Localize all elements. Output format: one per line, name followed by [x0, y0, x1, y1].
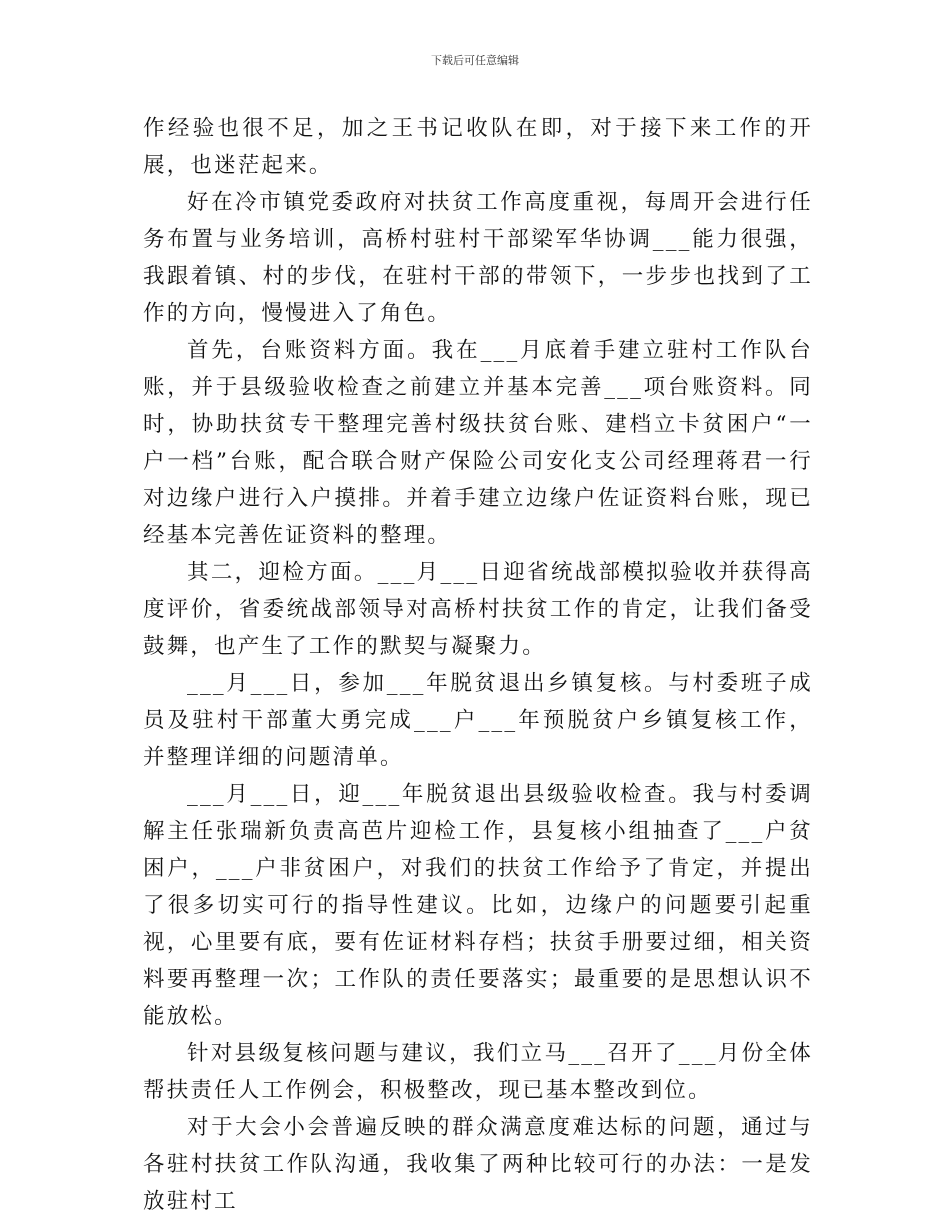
page-header: 下载后可任意编辑 — [431, 54, 519, 67]
paragraph-6: ___月___日，迎___年脱贫退出县级验收检查。我与村委调解主任张瑞新负责高芭片迎检工作，县复核小组抽查了___户贫困户，___户非贫困户，对我们的扶贫工作给予了肯定，并提出了很多切实可行的指导性建议。比如，边缘户的问题要引起重视，心里要有底，要有佐证材料存档；扶贫手册要过细，相关资料要再整理一次；工作队的责任要落实；最重要的是思想认识不能放松。 — [143, 782, 813, 1029]
paragraph-7: 针对县级复核问题与建议，我们立马___召开了___月份全体帮扶责任人工作例会，积极整改，现已基本整改到位。 — [143, 1041, 813, 1103]
paragraph-4: 其二，迎检方面。___月___日迎省统战部模拟验收并获得高度评价，省委统战部领导对高桥村扶贫工作的肯定，让我们备受鼓舞，也产生了工作的默契与凝聚力。 — [143, 560, 813, 659]
paragraph-8: 对于大会小会普遍反映的群众满意度难达标的问题，通过与各驻村扶贫工作队沟通，我收集了两种比较可行的办法：一是发放驻村工 — [143, 1115, 813, 1214]
paragraph-3: 首先，台账资料方面。我在___月底着手建立驻村工作队台账，并于县级验收检查之前建立并基本完善___项台账资料。同时，协助扶贫专干整理完善村级扶贫台账、建档立卡贫困户“一户一档”台账，配合联合财产保险公司安化支公司经理蒋君一行对边缘户进行入户摸排。并着手建立边缘户佐证资料台账，现已经基本完善佐证资料的整理。 — [143, 338, 813, 548]
paragraph-5: ___月___日，参加___年脱贫退出乡镇复核。与村委班子成员及驻村干部董大勇完成___户___年预脱贫户乡镇复核工作，并整理详细的问题清单。 — [143, 671, 813, 770]
document-body — [143, 110, 813, 1220]
paragraph-1: 作经验也很不足，加之王书记收队在即，对于接下来工作的开展，也迷茫起来。 — [143, 116, 813, 178]
paragraph-2: 好在冷市镇党委政府对扶贫工作高度重视，每周开会进行任务布置与业务培训，高桥村驻村干部梁军华协调___能力很强，我跟着镇、村的步伐，在驻村干部的带领下，一步步也找到了工作的方向，慢慢进入了角色。 — [143, 190, 813, 326]
